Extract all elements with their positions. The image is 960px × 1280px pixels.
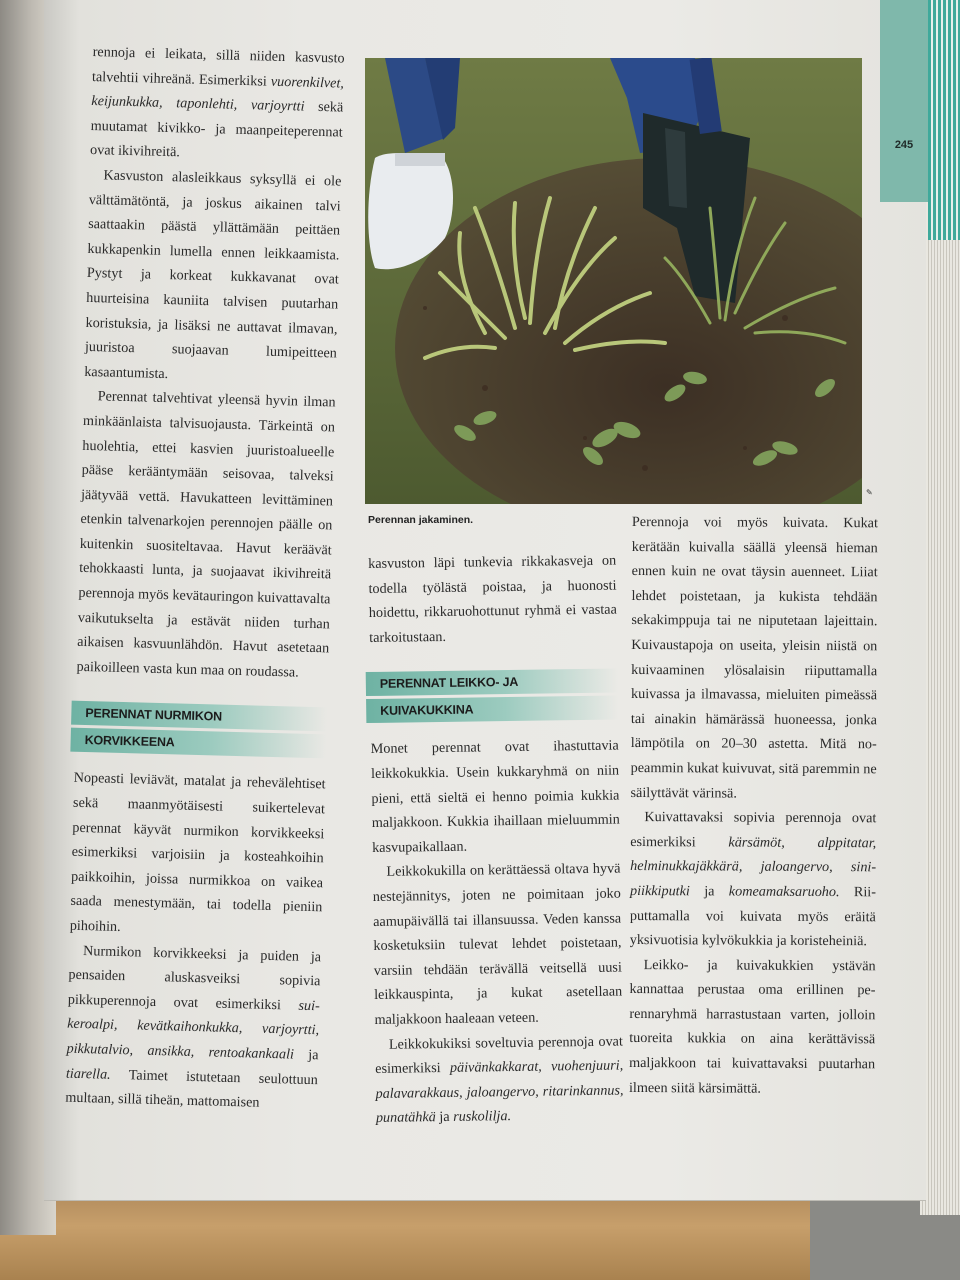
italic-plant-names: vuorenkilvet, keijunkukka, taponlehti, varjoyrtti: [91, 73, 345, 115]
perennial-division-illustration: [365, 58, 862, 504]
text-run: rennoja ei leikata, sillä niiden kasvusto talvehtii vihreänä. Esimerkiksi: [91, 43, 345, 90]
section-heading-line: KUIVAKUKKINA: [366, 696, 618, 724]
garden-photo: [365, 58, 862, 504]
text-run: ja: [293, 1046, 319, 1064]
text-run: Leikkokukiksi soveltuvia perennoja ovat esimerkiksi: [375, 1032, 623, 1078]
paragraph: Leikko- ja kuivakukkien ystävän kannattaa perustaa oma erillinen perennaryhmä harrastustaan varten, jolloin tuoreita kukkia on aina kerättävissä maljakkoon tai kuivattavaksi puutarhan ilmeen siitä kärsimättä.: [628, 956, 876, 1097]
section-heading-line: KORVIKKEENA: [70, 728, 327, 759]
paragraph: kasvuston läpi tunkevia rikkakasveja on todella työlästä poistaa, ja huonosti hoidettu, rikkaruohottunut ryhmä ei vastaa tarkoitustaan.: [368, 552, 617, 646]
text-run: ja: [689, 883, 729, 900]
section-heading: [70, 701, 327, 759]
section-heading-line: PERENNAT LEIKKO- JA: [366, 669, 618, 697]
text-run: Kuivattavaksi sopivia perennoja ovat esimerkiksi: [630, 809, 877, 851]
italic-plant-names: ruskolilja.: [453, 1108, 512, 1126]
photo-caption: Perennan jakaminen.: [368, 514, 474, 526]
italic-plant-names: komeamaksaruoho.: [728, 883, 840, 900]
book-edge-color-tabs: [928, 0, 960, 240]
text-column-3: [629, 510, 878, 1102]
page-number: 245: [894, 139, 914, 151]
italic-plant-names: päivänkakkarat, vuohenjuuri, palavarakkaus, jaloangervo, ritarinkannus, punatähkä: [375, 1057, 624, 1127]
text-run: sekä muutamat kivikko- ja maanpeiteperennat ovat ikivihreitä.: [89, 98, 344, 161]
paragraph: [375, 1029, 624, 1131]
paragraph: Perennoja voi myös kuivata. Kukat kerätään kuivalla säällä yleensä hieman ennen kuin ne ovat täysin auenneet. Liiat lehdet poistetaan, ja kukista tehdään sekakimppuja tai ne niputetaan lajeittain. Kuivaustapoja on useita, yleisin niistä on kuivaaminen ylösalaisin riiputtamalla kuivassa ja ilmavassa, mieluiten pimeässä tai ainakin hämärässä huoneessa, jonka lämpötila on 20–30 astetta. Mitä nopeammin kukat kuivuvat, sitä paremmin ne säilyttävät värinsä.: [630, 513, 878, 802]
paragraph: Nopeasti leviävät, matalat ja rehevälehtiset sekä maanmyötäisesti suikertelevat perennat käyvät nurmikon korvikkeeksi esimerkiksi varjoisiin ja kosteahkoihin paikkoihin, joissa nurmikkoa on vaikea saada menestymään, tai todella pieniin pihoihin.: [69, 770, 326, 936]
text-column-2: [368, 549, 624, 1131]
italic-plant-names: tiarella.: [65, 1065, 111, 1083]
italic-plant-names: kärsämöt, alppitatar, helminukkajäkkärä, jaloangervo, sinipiikkiputki: [629, 834, 877, 900]
italic-plant-names: suikeroalpi, kevätkaihonkukka, varjoyrtti, pikkutalvio, ansikka, rentoakankaali: [66, 997, 320, 1063]
paragraph: [90, 40, 345, 170]
text-run: Riiputtamalla voi kuivata myös eräitä yksivuotisia kylvökukkia ja koristeheiniä.: [629, 883, 877, 950]
paragraph: Kasvuston alasleikkaus syksyllä ei ole välttämätöntä, ja joskus aikainen talvi saattaakin päästä yllättämään peittäen kukkapenkin lumella ennen leikkaamista. Pystyt ja korkeat kukkavanat ovat huurteisina kauniita talvisen puutarhan koristuksia, ja lisäksi ne auttavat ilmavan, juuristoa suojaavan lumipeitteen kasaantumista.: [84, 167, 342, 382]
photo-credit-mark: ✎: [866, 488, 873, 497]
text-run: Taimet istutetaan seulottuun multaan, sillä tiheän, mattomaisen: [65, 1066, 319, 1111]
paragraph: Perennat talvehtivat yleensä hyvin ilman minkäänlaista talvisuojausta. Tärkeintä on huolehtia, ettei kasvien juuristoalueelle pääse kerääntymään seisovaa, talveksi jäätyvää vettä. Havukatteen levittäminen etenkin talvenarkojen perennojen päälle on kuitenkin suositeltavaa. Havut keräävät tehokkaasti lunta, ja suojaavat ikivihreitä perennoja myös kevätauringon kuivattavalta vaikutukselta ja estävät niiden turhan aikaisen kasvuunlähdön. Havut asetetaan paikoilleen vasta kun maa on roudassa.: [76, 388, 336, 681]
page-number-tab: [880, 0, 928, 202]
text-column-1: [65, 40, 345, 1117]
section-heading-line: PERENNAT NURMIKON: [71, 701, 328, 732]
text-run: ja: [435, 1109, 454, 1126]
paragraph: [630, 805, 877, 954]
paragraph: Leikkokukilla on kerättäessä oltava hyvä nestejännitys, joten ne poimitaan joko aamupäivällä tai illansuussa. Veden kanssa kosketuksiin tulevat lehdet poistetaan, varsiin tehdään terävällä veitsellä uusi leikkauspinta, ja kukat asetellaan maljakkoon haaleaan veteen.: [372, 860, 623, 1028]
section-heading: [366, 669, 619, 724]
paragraph: [65, 938, 321, 1117]
text-run: Nurmikon korvikkeeksi ja puiden ja pensaiden aluskasveiksi sopivia pikkuperennoja ovat esimerkiksi: [67, 942, 322, 1014]
paragraph: Monet perennat ovat ihastuttavia leikkokukkia. Usein kukkaryhmä on niin pieni, että sieltä ei henno poimia kukkia maljakkoon. Kukkia ihaillaan mieluummin kasvupaikallaan.: [370, 737, 620, 856]
